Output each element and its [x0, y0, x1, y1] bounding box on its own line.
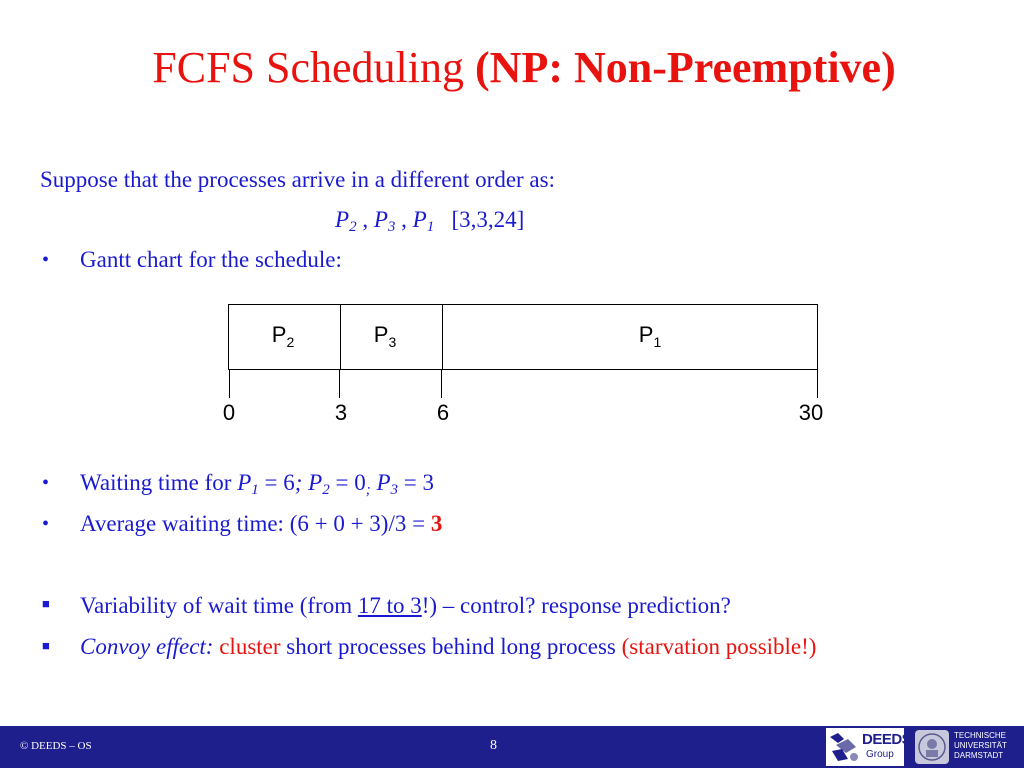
- average-result: 3: [430, 511, 443, 536]
- waiting-time-line: Waiting time for $P_1 = 6$; $P_2 = 0_;$ $P_3 = 3$: [80, 470, 435, 498]
- square-bullet-icon: ■: [42, 638, 50, 653]
- convoy-term: Convoy effect:: [80, 634, 214, 659]
- bullet-dot: •: [42, 513, 50, 535]
- burst-times: [3,3,24]: [451, 207, 525, 232]
- slide-title: [0, 38, 1024, 98]
- bullet-dot: •: [42, 249, 50, 271]
- page-number: 8: [490, 738, 497, 753]
- tu-seal-icon: [915, 730, 949, 764]
- arrival-order: $P_2$ , $P_3$ , $P_1$ [3,3,24]: [335, 207, 525, 235]
- variability-range: 17 to 3: [357, 593, 422, 618]
- gantt-chart: [228, 304, 818, 370]
- gantt-divider: [340, 305, 341, 369]
- gantt-divider: [442, 305, 443, 369]
- average-waiting-line: Average waiting time: (6 + 0 + 3)/3 = 3: [80, 511, 443, 536]
- starvation-note: (starvation possible!): [621, 634, 817, 659]
- gantt-segment-p2: $P_2$: [271, 322, 295, 350]
- bullet-dot: •: [42, 472, 50, 494]
- gantt-tick-label: 0: [222, 400, 236, 425]
- gantt-tick: [229, 370, 230, 398]
- gantt-tick: [817, 370, 818, 398]
- gantt-tick-label: 6: [436, 400, 450, 425]
- gantt-tick-label: 30: [798, 400, 824, 425]
- footer-copyright: © DEEDS – OS: [20, 740, 92, 752]
- gantt-tick: [441, 370, 442, 398]
- gantt-tick-label: 3: [334, 400, 348, 425]
- gantt-segment-p1: $P_1$: [638, 322, 662, 350]
- tu-darmstadt-logo: [912, 728, 1022, 766]
- title-bold: (NP: Non-Preemptive): [475, 43, 896, 92]
- deeds-logo-sub: Group: [866, 749, 894, 760]
- gantt-tick: [339, 370, 340, 398]
- convoy-line: Convoy effect: cluster short processes behind long process (starvation possible!): [80, 634, 817, 659]
- square-bullet-icon: ■: [42, 596, 50, 611]
- deeds-logo-text: DEEDS: [862, 731, 912, 748]
- intro-text: Suppose that the processes arrive in a different order as:: [40, 167, 555, 192]
- gantt-segment-p3: $P_3$: [373, 322, 397, 350]
- title-plain: FCFS Scheduling: [152, 43, 476, 92]
- deeds-logo: [826, 728, 912, 766]
- variability-line: Variability of wait time (from 17 to 3!) – control? response prediction?: [80, 593, 731, 618]
- tu-logo-text: TECHNISCHE UNIVERSITÄT DARMSTADT: [954, 731, 1007, 760]
- cluster-word: cluster: [219, 634, 281, 659]
- deeds-logo-icon: [826, 729, 862, 765]
- gantt-intro: Gantt chart for the schedule:: [80, 247, 342, 272]
